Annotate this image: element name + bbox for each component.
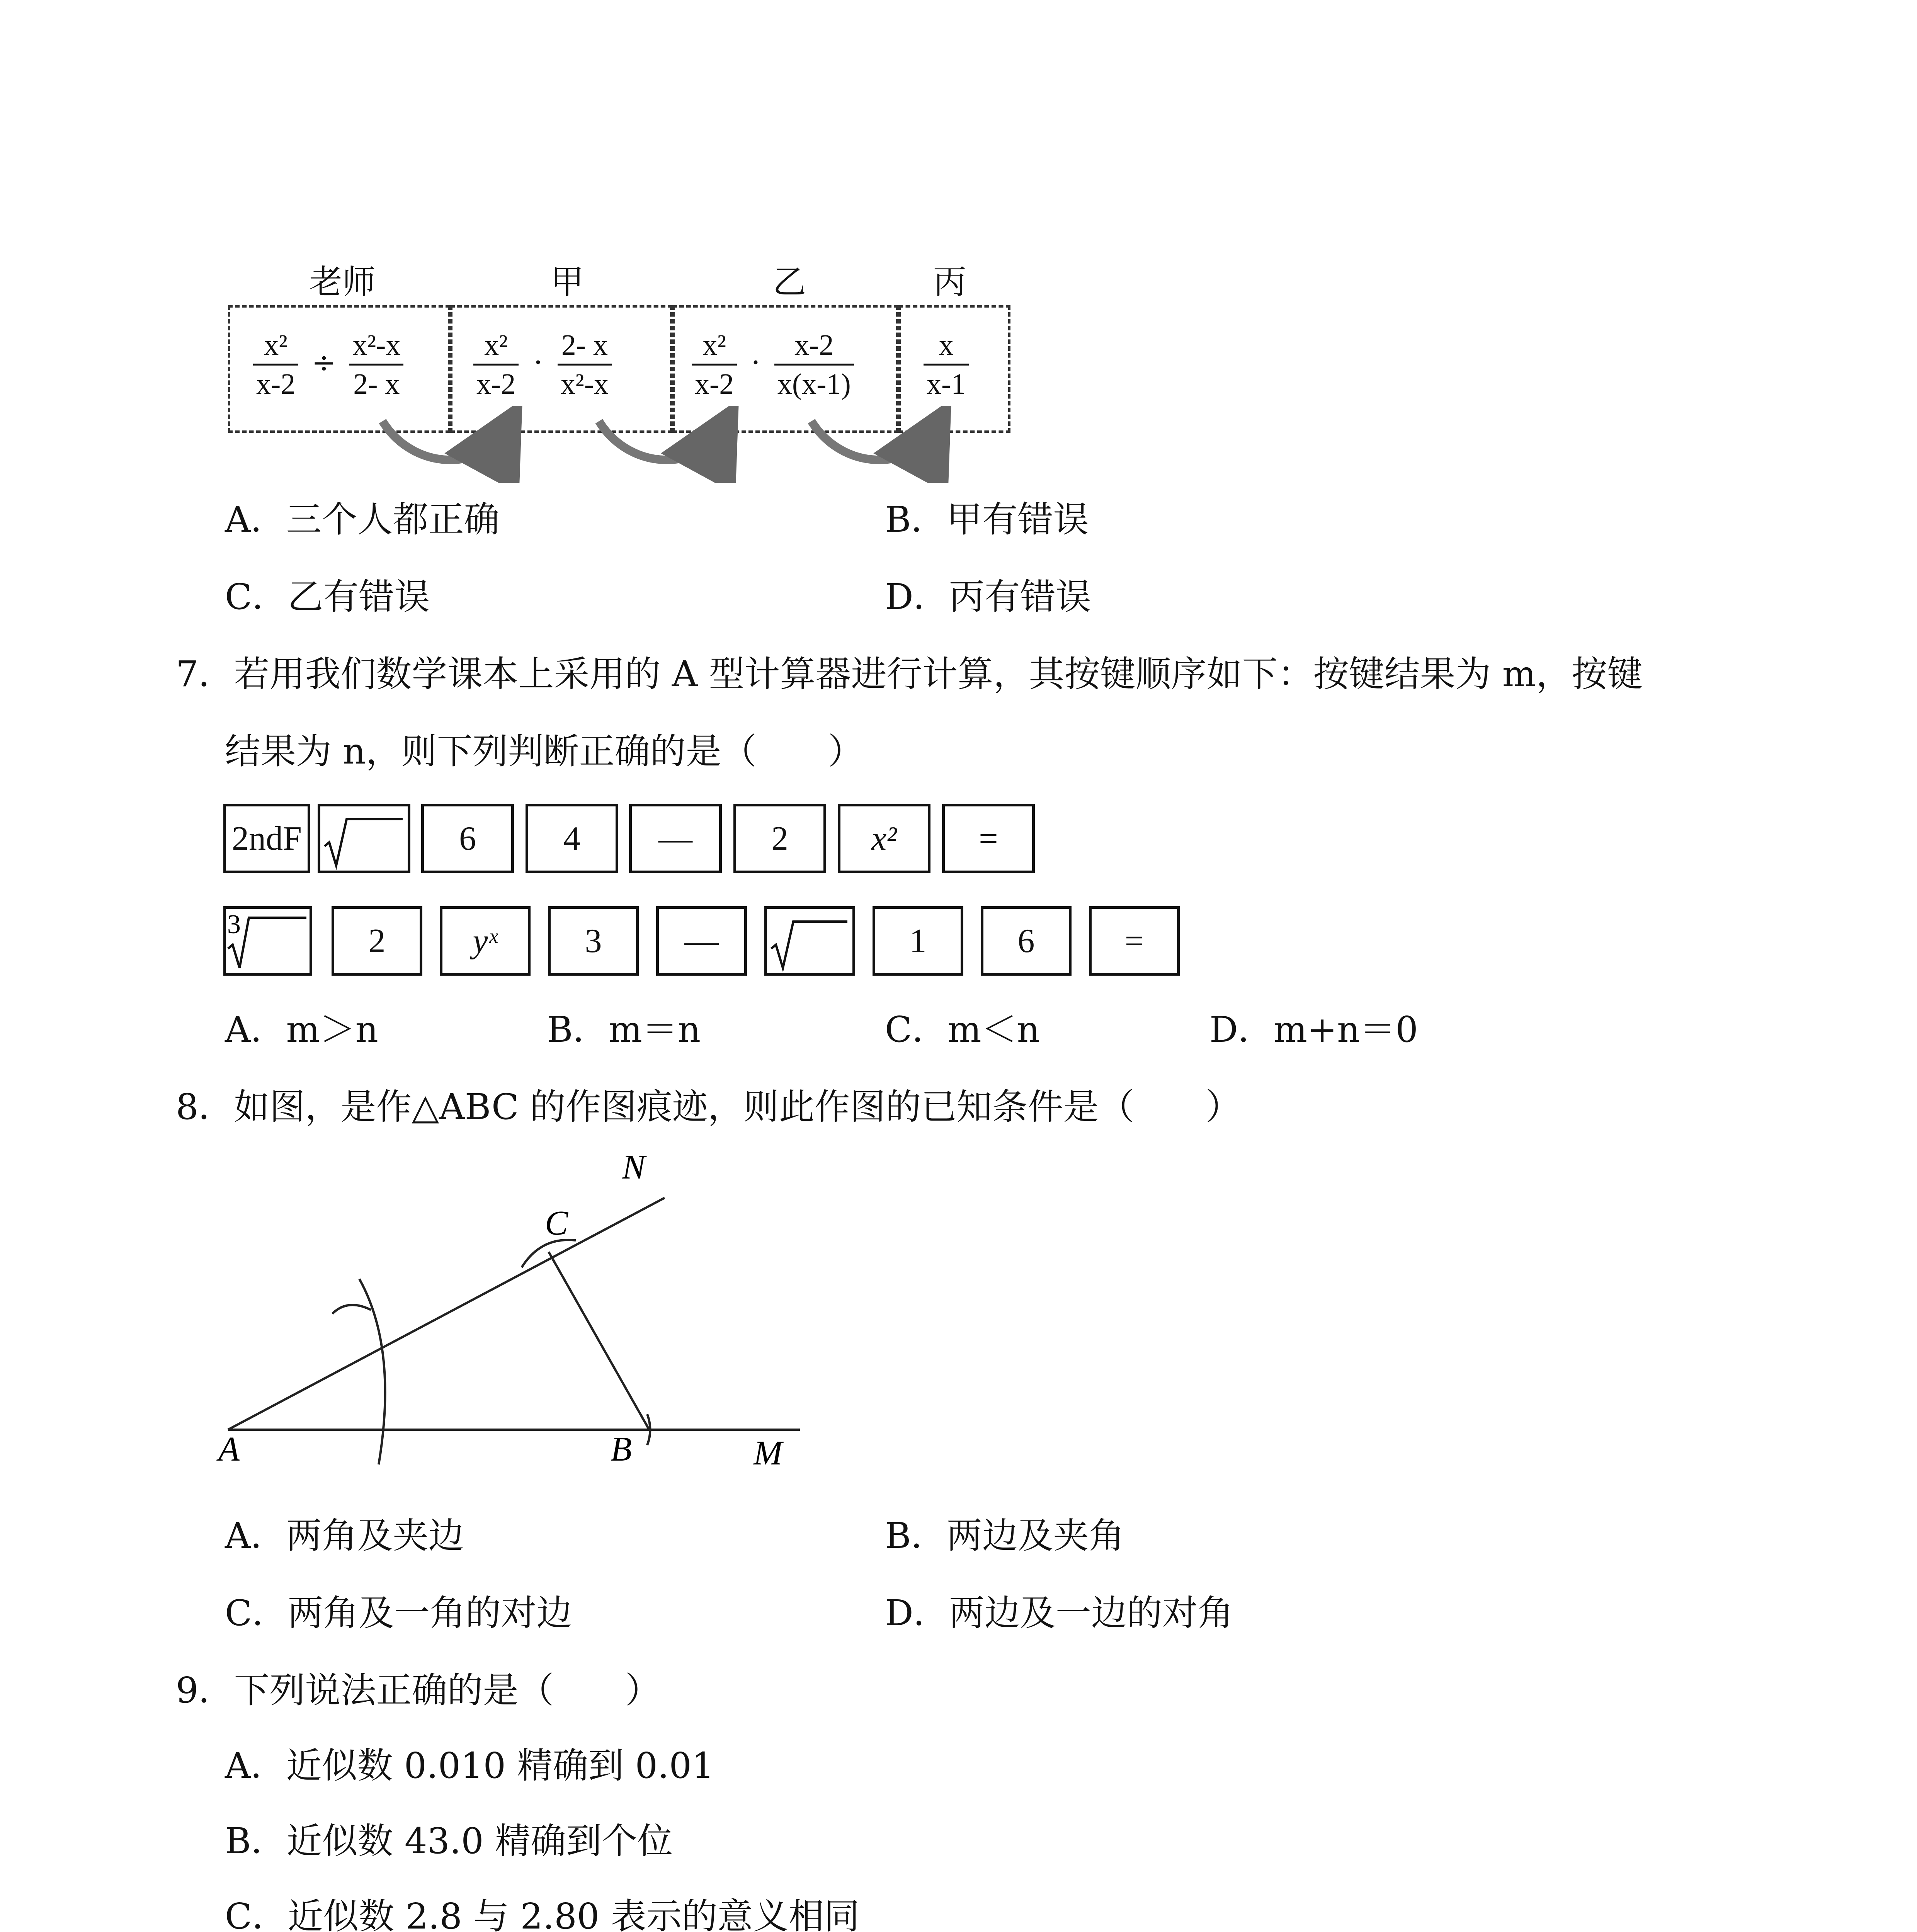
key-2: 2 xyxy=(332,906,422,976)
key-1: 1 xyxy=(873,906,963,976)
q7-option-b[interactable]: B．m＝n xyxy=(547,1009,701,1050)
q6-teacher-expr: $\frac{\text{x²}}{x-2}$ ÷ $\frac{\text{x²-x}}{2- x}$ xyxy=(253,327,403,403)
q6-option-d[interactable]: D．丙有错误 xyxy=(885,576,1091,617)
svg-text:3: 3 xyxy=(227,910,241,939)
q9-stem: 9．下列说法正确的是（ ） xyxy=(176,1670,661,1711)
q6-header-jia: 甲 xyxy=(551,263,584,301)
q6-header-yi: 乙 xyxy=(773,263,806,301)
key-y-power-x: yˣ xyxy=(440,906,531,976)
key-minus: — xyxy=(629,804,722,873)
key-6: 6 xyxy=(421,804,514,873)
q6-header-bing: 丙 xyxy=(933,263,966,301)
q6-option-c[interactable]: C．乙有错误 xyxy=(225,576,430,617)
q8-stem: 8．如图，是作△ABC 的作图痕迹，则此作图的已知条件是（ ） xyxy=(176,1086,1241,1128)
label-b: B xyxy=(611,1430,632,1468)
arrow-icon xyxy=(599,421,723,460)
q9-option-c[interactable]: C．近似数 2.8 与 2.80 表示的意义相同 xyxy=(225,1896,860,1932)
q6-jia-expr: $\frac{\text{x²}}{x-2}$ · $\frac{2- x}{\text{x²-x}}$ xyxy=(473,327,612,403)
q6-yi-expr: $\frac{\text{x²}}{x-2}$ · $\frac{x-2}{x(x-1)}$ xyxy=(692,327,854,403)
label-c: C xyxy=(545,1204,568,1242)
q8-option-c[interactable]: C．两角及一角的对边 xyxy=(225,1592,572,1634)
label-m: M xyxy=(754,1434,782,1472)
q8-option-d[interactable]: D．两边及一边的对角 xyxy=(885,1592,1233,1634)
q9-option-a[interactable]: A．近似数 0.010 精确到 0.01 xyxy=(225,1745,714,1786)
key-3: 3 xyxy=(548,906,639,976)
key-sqrt xyxy=(764,906,855,976)
segment-bc xyxy=(549,1252,649,1430)
key-cube-root xyxy=(223,906,312,976)
arc-small-a xyxy=(332,1305,371,1314)
key-x-squared: x² xyxy=(838,804,930,873)
label-n: N xyxy=(622,1148,646,1186)
q7-option-a[interactable]: A．m＞n xyxy=(225,1009,378,1050)
cube-root-icon xyxy=(223,906,312,976)
key-minus: — xyxy=(656,906,747,976)
q6-option-a[interactable]: A．三个人都正确 xyxy=(225,499,500,540)
q7-option-c[interactable]: C．m＜n xyxy=(885,1009,1040,1050)
q8-option-a[interactable]: A．两角及夹边 xyxy=(225,1515,464,1556)
key-equals: = xyxy=(942,804,1035,873)
q6-arrows xyxy=(367,406,985,483)
sqrt-icon xyxy=(318,804,410,873)
sqrt-icon xyxy=(764,906,855,976)
q8-construction-figure xyxy=(216,1148,819,1488)
arrow-icon xyxy=(383,421,506,460)
key-4: 4 xyxy=(526,804,618,873)
label-a: A xyxy=(218,1430,240,1468)
ray-an xyxy=(228,1198,665,1430)
key-sqrt xyxy=(318,804,410,873)
key-2ndf: 2ndF xyxy=(223,804,310,873)
q7-option-d[interactable]: D．m+n＝0 xyxy=(1209,1009,1418,1050)
key-2: 2 xyxy=(733,804,826,873)
key-equals: = xyxy=(1089,906,1180,976)
q6-bing-expr: $\frac{x}{x-1}$ xyxy=(924,327,969,403)
q6-option-b[interactable]: B．甲有错误 xyxy=(885,499,1089,540)
q8-option-b[interactable]: B．两边及夹角 xyxy=(885,1515,1124,1556)
arrow-icon xyxy=(811,421,935,460)
q9-option-b[interactable]: B．近似数 43.0 精确到个位 xyxy=(225,1820,673,1862)
q6-header-teacher: 老师 xyxy=(309,263,376,301)
q7-stem-line1: 7．若用我们数学课本上采用的 A 型计算器进行计算，其按键顺序如下：按键结果为 m，按键 xyxy=(176,653,1643,695)
q7-stem-line2: 结果为 n，则下列判断正确的是（ ） xyxy=(225,731,864,772)
key-6: 6 xyxy=(981,906,1072,976)
